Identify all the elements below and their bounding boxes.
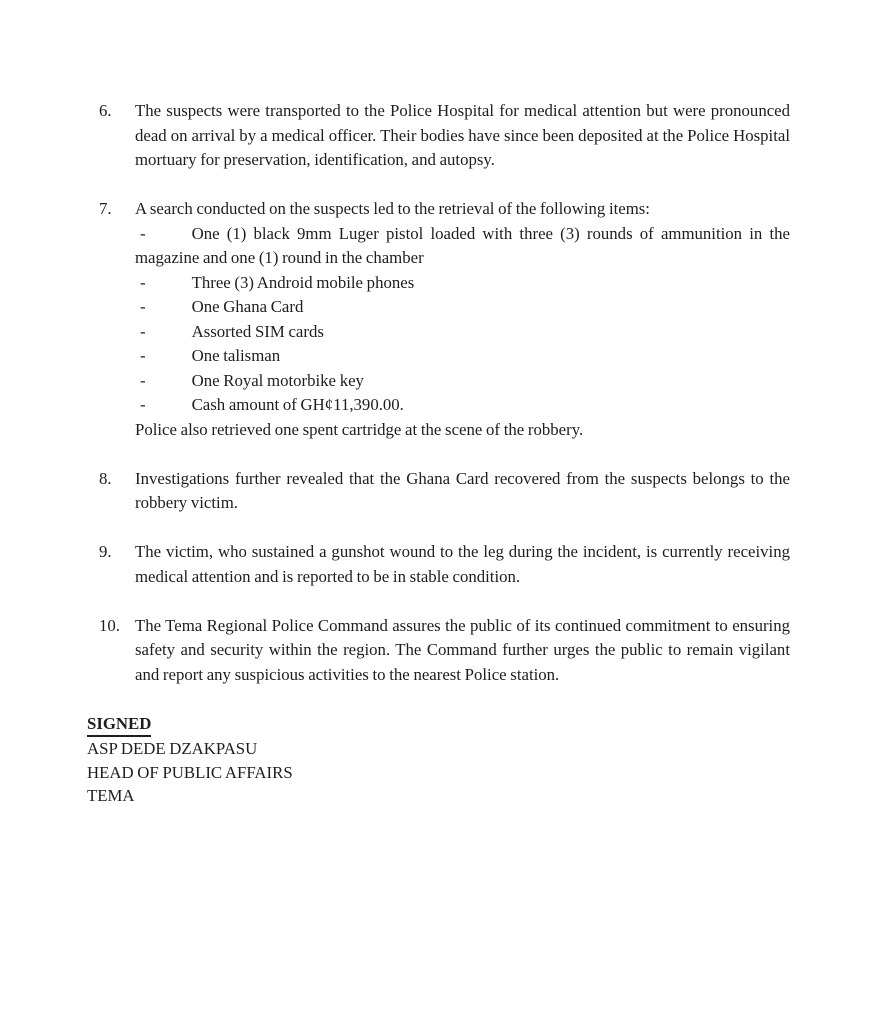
bullet-text: One talisman xyxy=(191,346,281,365)
bullet-text: One Ghana Card xyxy=(191,297,304,316)
list-item-7 xyxy=(87,197,790,442)
bullet-dash: - xyxy=(140,370,146,390)
paragraph-text: A search conducted on the suspects led to the retrieval of the following items: xyxy=(135,199,650,218)
signature-name: ASP DEDE DZAKPASU xyxy=(87,739,258,758)
sub-bullet xyxy=(135,295,790,320)
list-item-10 xyxy=(87,614,790,688)
list-number: 9. xyxy=(99,542,112,561)
bullet-text: One (1) black 9mm Luger pistol loaded with three (3) rounds of ammunition in the magazine and one (1) round in the chamber xyxy=(135,223,790,267)
sub-bullet xyxy=(135,344,790,369)
signature-title: HEAD OF PUBLIC AFFAIRS xyxy=(87,762,293,782)
signed-heading xyxy=(87,712,790,738)
sub-bullet xyxy=(135,320,790,345)
sub-bullet xyxy=(135,393,790,418)
list-number: 8. xyxy=(99,468,112,488)
sub-bullet xyxy=(135,369,790,394)
list-item-8 xyxy=(87,467,790,516)
bullet-note: Police also retrieved one spent cartridge at the scene of the robbery. xyxy=(135,419,584,439)
list-number: 10. xyxy=(99,615,120,635)
list-item-7-body xyxy=(135,197,790,442)
bullet-dash: - xyxy=(140,346,146,365)
bullet-text: One Royal motorbike key xyxy=(191,370,364,390)
bullet-text: Assorted SIM cards xyxy=(191,321,324,341)
list-number: 6. xyxy=(99,101,112,120)
list-item-9 xyxy=(87,540,790,589)
bullet-dash: - xyxy=(140,321,146,341)
paragraph-text: Investigations further revealed that the Ghana Card recovered from the suspects belongs to the robbery victim. xyxy=(135,468,790,512)
bullet-dash: - xyxy=(140,395,146,414)
sub-bullet xyxy=(135,222,790,271)
bullet-text: Cash amount of GH¢11,390.00. xyxy=(191,395,404,414)
signature-block xyxy=(87,712,790,808)
sub-bullet xyxy=(135,271,790,296)
signed-heading-text: SIGNED xyxy=(87,712,151,738)
paragraph-text: The Tema Regional Police Command assures the public of its continued commitment to ensuring safety and security within the region. The Command further urges the public to remain vigilant and report any suspicious activities to the nearest Police station. xyxy=(135,615,790,684)
bullet-text: Three (3) Android mobile phones xyxy=(191,272,415,292)
bullet-dash: - xyxy=(140,297,146,316)
list-number: 7. xyxy=(99,199,112,218)
bullet-dash: - xyxy=(140,272,146,292)
list-item-6 xyxy=(87,99,790,173)
bullet-dash: - xyxy=(140,223,146,243)
paragraph-text: The victim, who sustained a gunshot wound to the leg during the incident, is currently receiving medical attention and is reported to be in stable condition. xyxy=(135,542,790,586)
paragraph-text: The suspects were transported to the Police Hospital for medical attention but were pronounced dead on arrival by a medical officer. Their bodies have since been deposited at the Police Hospital mortuary for preservation, identification, and autopsy. xyxy=(135,101,790,169)
signature-location: TEMA xyxy=(87,786,135,805)
